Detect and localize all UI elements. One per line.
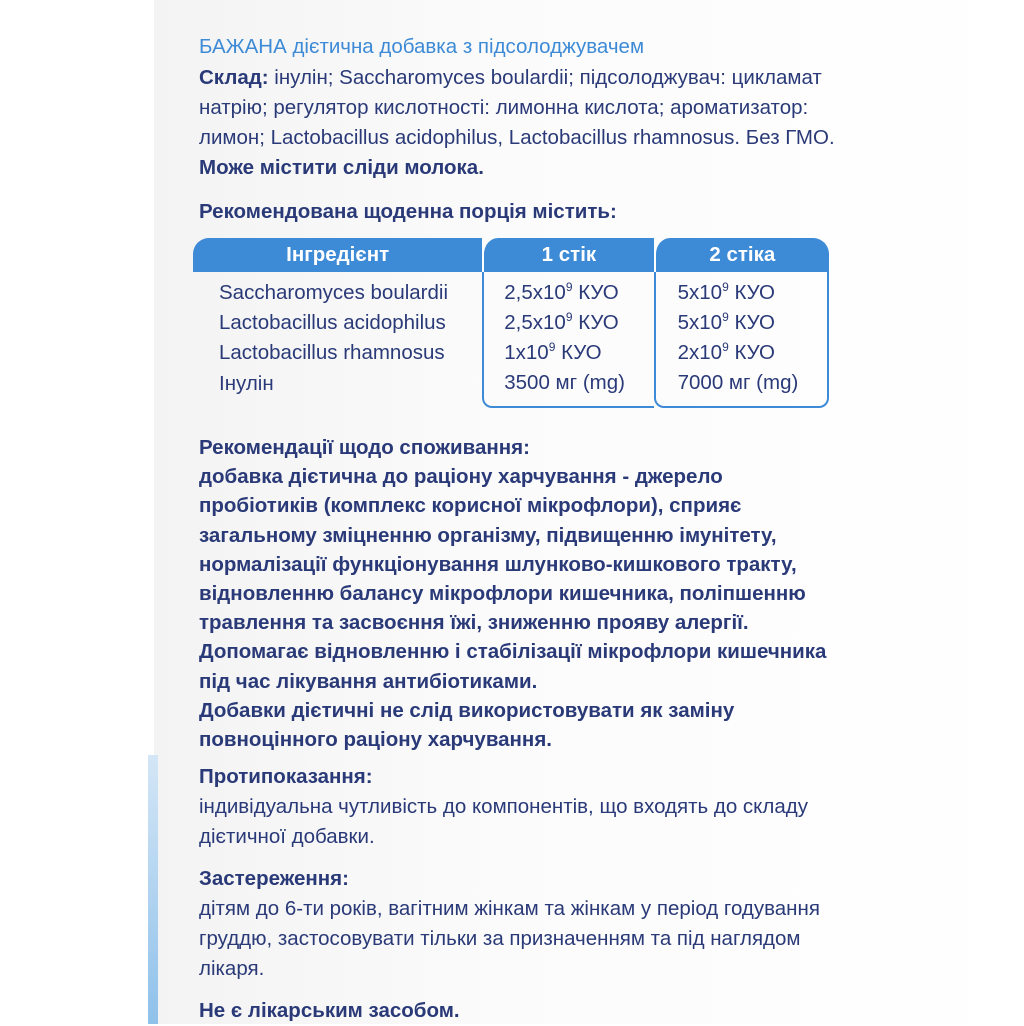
right-background bbox=[1008, 0, 1024, 1024]
table-row bbox=[193, 368, 829, 408]
table-row bbox=[193, 338, 829, 368]
header-two-sticks: 2 стіка bbox=[654, 238, 829, 272]
table-header-row bbox=[193, 238, 829, 272]
ingredient-name: Lactobacillus acidophilus bbox=[219, 311, 446, 334]
one-stick-value: $2,5x10^9$ КУО bbox=[482, 308, 653, 338]
composition-text: інулін; Saccharomyces boulardii; підсолоджувач: цикламат натрію; регулятор кислотності: лимонна кислота; ароматизатор: лимон; Lactobacillus acidophilus, Lactobacillus rhamnosus. Без ГМО. bbox=[199, 66, 835, 149]
warnings-heading: Застереження: bbox=[199, 867, 349, 891]
one-stick-value: $1x10^9$ КУО bbox=[482, 338, 653, 368]
contraindications-heading: Протипоказання: bbox=[199, 765, 373, 789]
brand-name: БАЖАНА bbox=[199, 35, 287, 58]
recommendations-note: Добавки дієтичні не слід використовувати як заміну повноцінного раціону харчування. bbox=[199, 698, 735, 752]
recommendations-heading: Рекомендації щодо споживання: bbox=[199, 436, 530, 459]
ingredient-name: Saccharomyces boulardii bbox=[219, 281, 449, 304]
header-one-stick: 1 стік bbox=[482, 238, 653, 272]
header-ingredient: Інгредієнт bbox=[193, 238, 482, 272]
left-blue-stripe bbox=[148, 755, 158, 1024]
product-type: дієтична добавка з підсолоджувачем bbox=[286, 35, 645, 58]
two-sticks-value: $5x10^9$ КУО bbox=[654, 272, 829, 308]
composition bbox=[199, 63, 839, 183]
label-content bbox=[199, 32, 839, 1026]
contraindications-text: індивідуальна чутливість до компонентів, що входять до складу дієтичної добавки. bbox=[199, 795, 808, 849]
recommendations-text: добавка дієтична до раціону харчування - джерело пробіотиків (комплекс корисної мікрофлори), сприяє загальному зміцненню організму, підвищенню імунітету, нормалізації функціонування шлунково-кишкового тракту, відновленню балансу мікрофлори кишечника, поліпшенню травлення та засвоєння їжі, зниженню прояву алергії. bbox=[199, 465, 806, 635]
recommendations-antibiotics: Допомагає відновленню і стабілізації мікрофлори кишечника під час лікування антибіотиками. bbox=[199, 640, 827, 693]
two-sticks-value: $2x10^9$ КУО bbox=[654, 338, 829, 368]
serving-heading: Рекомендована щоденна порція містить: bbox=[199, 200, 617, 223]
warnings-text: дітям до 6-ти років, вагітним жінкам та жінкам у період годування груддю, застосовувати тільки за призначенням та під наглядом лікаря. bbox=[199, 897, 820, 981]
two-sticks-value: 7000 мг (mg) bbox=[654, 368, 829, 408]
ingredient-name: Lactobacillus rhamnosus bbox=[219, 341, 445, 364]
milk-warning: Може містити сліди молока. bbox=[199, 156, 484, 179]
contraindications-section bbox=[199, 762, 839, 852]
one-stick-value: $2,5x10^9$ КУО bbox=[482, 272, 653, 308]
left-background bbox=[0, 0, 154, 1024]
not-medicine-notice: Не є лікарським засобом. bbox=[199, 999, 460, 1023]
warnings-section bbox=[199, 864, 839, 984]
one-stick-value: 3500 мг (mg) bbox=[482, 368, 653, 408]
composition-label: Склад: bbox=[199, 66, 269, 89]
table-row bbox=[193, 272, 829, 308]
ingredients-table bbox=[193, 238, 829, 408]
two-sticks-value: $5x10^9$ КУО bbox=[654, 308, 829, 338]
table-row bbox=[193, 308, 829, 338]
ingredient-name: Інулін bbox=[219, 372, 274, 395]
recommendations-section bbox=[199, 433, 839, 754]
product-title bbox=[199, 32, 839, 62]
